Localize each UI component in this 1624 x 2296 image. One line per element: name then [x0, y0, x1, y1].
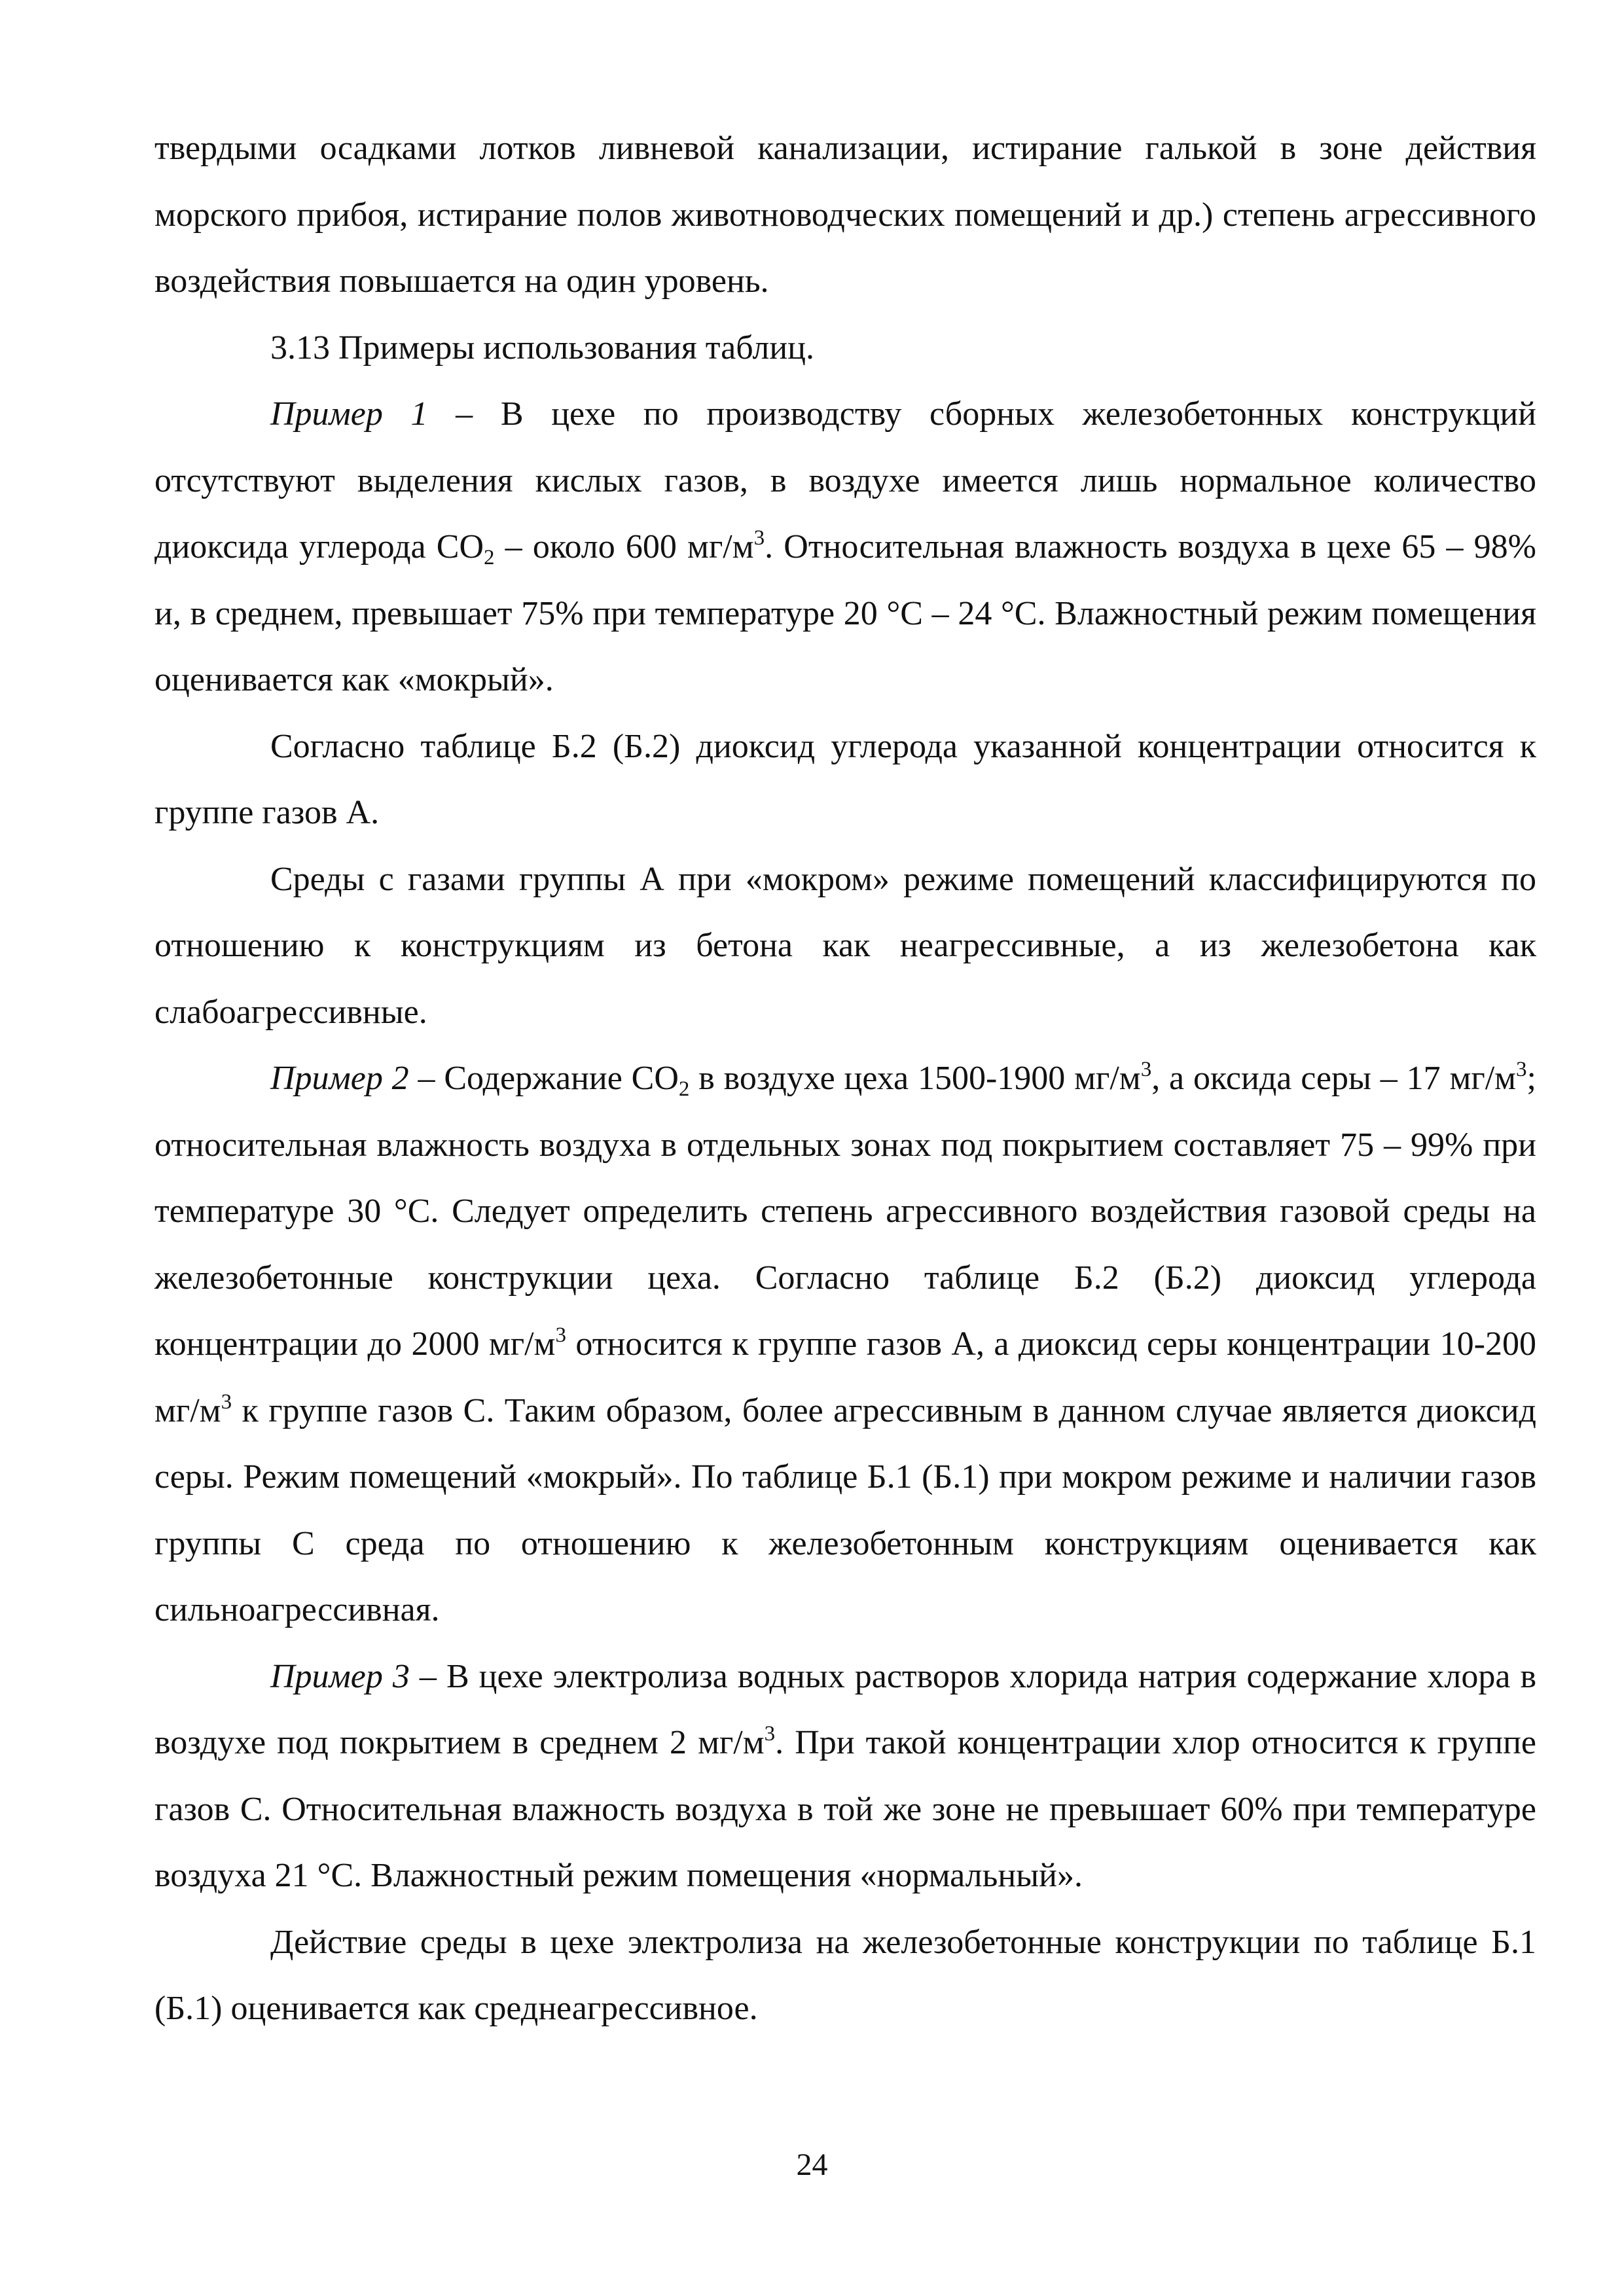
page-number: 24 [796, 2147, 828, 2182]
example-2-superscript-2: 3 [1516, 1058, 1527, 1081]
paragraph-final: Действие среды в цехе электролиза на железобетонные конструкции по таблице Б.1 (Б.1) оценивается как среднеагрессивное. [154, 1923, 1536, 2027]
example-1-label: Пример 1 [270, 395, 428, 433]
example-2-superscript-4: 3 [221, 1390, 232, 1414]
example-3-dash: – [409, 1657, 446, 1695]
example-2-text-3: , а оксида серы – 17 мг/м [1151, 1060, 1517, 1097]
section-heading-3-13: 3.13 Примеры использования таблиц. [270, 329, 814, 367]
example-1-dash: – [427, 395, 501, 433]
example-1-paragraph [154, 381, 1536, 713]
example-3-superscript: 3 [764, 1722, 776, 1746]
paragraph-continuation: твердыми осадками лотков ливневой канализации, истирание галькой в зоне действия морского прибоя, истирание полов животноводческих помещений и др.) степень агрессивного воздействия повышается на один уровень. [154, 130, 1536, 300]
example-2-text-5: относится к группе газов А, а диоксид серы концентрации 10-200 мг/м [154, 1325, 1536, 1429]
example-2-text-4: ; относительная влажность воздуха в отдельных зонах под покрытием составляет 75 – 99% при температуре 30 °С. Следует определить степень агрессивного воздействия газовой среды на железобетонные конструкции цеха. Согласно таблице Б.2 (Б.2) диоксид углерода концентрации до 2000 мг/м [154, 1060, 1536, 1363]
body-text [154, 115, 1536, 2042]
example-2-subscript: 2 [678, 1077, 690, 1101]
example-1-text-3: . Относительная влажность воздуха в цехе 65 – 98% и, в среднем, превышает 75% при температуре 20 °С – 24 °С. Влажностный режим помещения оценивается как «мокрый». [154, 528, 1536, 698]
example-1-text-1: В цехе по производству сборных железобетонных конструкций отсутствуют выделения кислых газов, в воздухе имеется лишь нормальное количество диоксида углерода СО [154, 395, 1536, 565]
example-2-superscript-3: 3 [555, 1323, 566, 1347]
example-3-text-1: В цехе электролиза водных растворов хлорида натрия содержание хлора в воздухе под покрытием в среднем 2 мг/м [154, 1657, 1536, 1761]
example-2-text-6: к группе газов С. Таким образом, более агрессивным в данном случае является диоксид серы. Режим помещений «мокрый». По таблице Б.1 (Б.1) при мокром режиме и наличии газов группы С среда по отношению к железобетонным конструкциям оценивается как сильноагрессивная. [154, 1391, 1536, 1628]
example-2-label: Пример 2 [270, 1060, 409, 1097]
example-3-text-2: . При такой концентрации хлор относится к группе газов С. Относительная влажность воздуха в той же зоне не превышает 60% при температуре воздуха 21 °С. Влажностный режим помещения «нормальный». [154, 1724, 1536, 1894]
example-2-paragraph [154, 1045, 1536, 1643]
paragraph-classification: Среды с газами группы А при «мокром» режиме помещений классифицируются по отношению к конструкциям из бетона как неагрессивные, а из железобетона как слабоагрессивные. [154, 860, 1536, 1031]
example-3-paragraph [154, 1643, 1536, 1909]
example-3-label: Пример 3 [270, 1657, 410, 1695]
example-2-dash: – [408, 1060, 444, 1097]
paragraph-table-b2-ref: Согласно таблице Б.2 (Б.2) диоксид углерода указанной концентрации относится к группе газов А. [154, 727, 1536, 831]
example-2-text-2: в воздухе цеха 1500-1900 мг/м [689, 1060, 1141, 1097]
example-1-subscript: 2 [484, 546, 495, 569]
example-2-text-1: Содержание СО [444, 1060, 679, 1097]
example-1-text-2: – около 600 мг/м [494, 528, 754, 565]
example-2-superscript-1: 3 [1140, 1058, 1152, 1081]
example-1-superscript: 3 [753, 526, 765, 550]
